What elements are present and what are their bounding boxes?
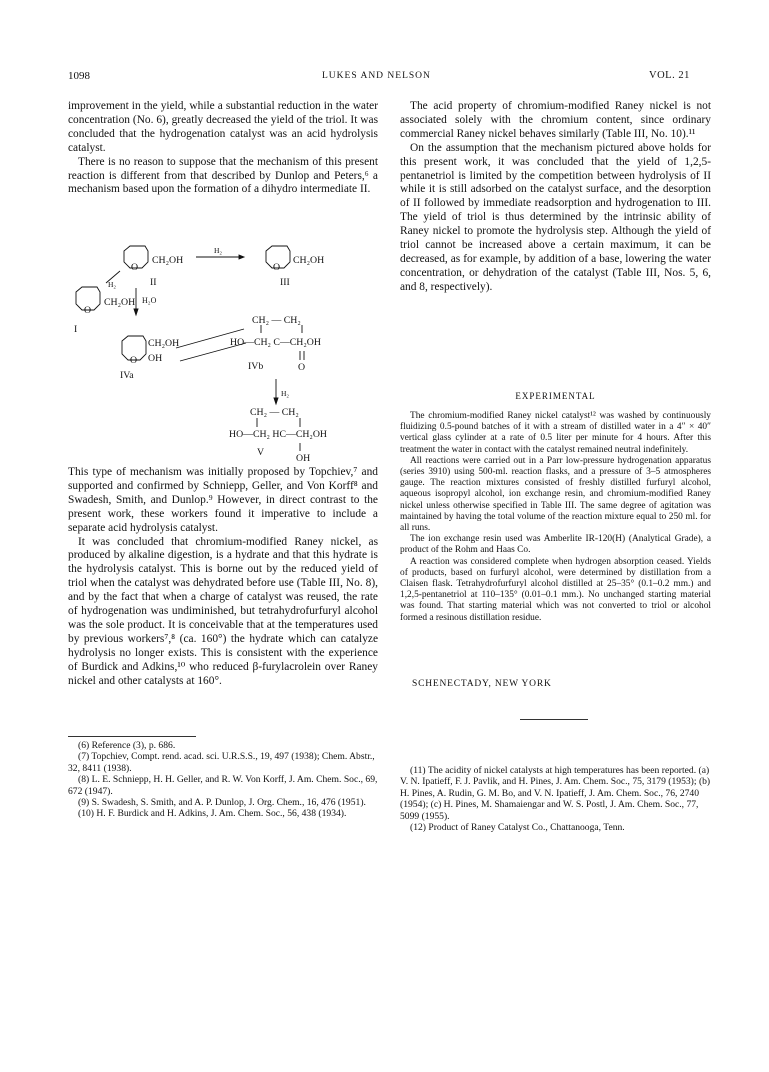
compound-label-I: I: [74, 324, 78, 335]
paragraph: The chromium-modified Raney nickel catalyst¹² was washed by continuously fluidizing 0.5-pound batches of it with a stream of distilled water in a 4″ × 40″ vertical glass cylinder at a rate of 0.5 liter per minute for 4 hours. After this treatment the water in contact with the catalyst remained neutral indefinitely.: [400, 411, 711, 455]
section-heading: EXPERIMENTAL: [515, 391, 596, 401]
footnote: (9) S. Swadesh, S. Smith, and A. P. Dunlop, J. Org. Chem., 16, 476 (1951).: [78, 797, 366, 809]
experimental-section: [400, 411, 711, 624]
ring-oxygen: O: [84, 305, 92, 316]
right-column-top: [400, 100, 711, 295]
substituent-ch2oh: CH₂OH: [104, 297, 136, 308]
compound-label-IVb: IVb: [248, 361, 264, 372]
author-location: SCHENECTADY, NEW YORK: [412, 679, 552, 689]
v-line-2: HO—CH₂ HC—CH₂OH: [229, 429, 328, 440]
reagent-h2o: H₂O: [142, 296, 157, 305]
reagent-h2: H₂: [281, 389, 290, 398]
paragraph: The acid property of chromium-modified Raney nickel is not associated solely with the chromium content, since ordinary commercial Raney nickel behaves similarly (Table III, No. 10).¹¹: [400, 100, 711, 140]
v-line-1: CH₂ — CH₂: [250, 407, 299, 418]
reagent-h2: H₂: [108, 280, 117, 289]
footnote-rule: [68, 736, 196, 737]
ivb-line-2: HO—CH₂ C—CH₂OH: [230, 337, 321, 348]
substituent-ch2oh: CH₂OH: [148, 338, 180, 349]
section-rule: [520, 719, 588, 720]
substituent-ch2oh: CH₂OH: [293, 255, 325, 266]
reagent-h2: H₂: [214, 246, 223, 255]
compound-label-II: II: [150, 277, 157, 288]
v-hydroxyl: OH: [296, 453, 311, 464]
reaction-scheme: [68, 243, 378, 465]
paragraph: This type of mechanism was initially proposed by Topchiev,⁷ and supported and confirmed by Schniepp, Geller, and Von Korff⁸ and Swadesh, Smith, and Dunlop.⁹ However, in direct contrast to the present work, these workers found it imperative to include a separate acid hydrolysis catalyst.: [68, 466, 378, 534]
ivb-line-1: CH₂ — CH₂: [252, 315, 301, 326]
page-header: [0, 70, 769, 84]
right-footnotes: [400, 765, 711, 833]
running-title: LUKES AND NELSON: [322, 71, 431, 81]
ring-oxygen: O: [130, 355, 138, 366]
left-column-bottom: [68, 466, 378, 689]
volume-label: VOL. 21: [649, 70, 690, 81]
footnote: (12) Product of Raney Catalyst Co., Chattanooga, Tenn.: [410, 822, 625, 834]
paragraph: improvement in the yield, while a substantial reduction in the water concentration (No. 6), greatly decreased the yield of the triol. It was concluded that the hydrogenation catalyst was an acid hydrolysis catalyst.: [68, 100, 378, 154]
left-column-top: [68, 100, 378, 197]
paragraph: All reactions were carried out in a Parr low-pressure hydrogenation apparatus (series 3910) using 500-ml. reaction flasks, and a pressure of 3–5 atmospheres gauge. The reaction mixtures consisted of freshly distilled furfuryl alcohol, aqueous isopropyl alcohol, ion exchange resin, and chromium-modified Raney nickel unless otherwise specified in Table III. The same degree of agitation was maintained by having the total volume of the reaction mixture equal to 250 ml. for all runs.: [400, 455, 711, 534]
page-number: 1098: [68, 70, 90, 82]
paragraph: A reaction was considered complete when hydrogen absorption ceased. Yields of products, based on furfuryl alcohol, were determined by distillation from a Claisen flask. Tetrahydrofurfuryl alcohol distilled at 25–35° (0.1–0.2 mm.) and 1,2,5-pentanetriol at 110–135° (0.01–0.1 mm.). No unchanged starting material was found. That starting material which was not converted to triol or alcohol formed a resinous distillation residue.: [400, 556, 711, 623]
paragraph: The ion exchange resin used was Amberlite IR-120(H) (Analytical Grade), a product of the Rohm and Haas Co.: [400, 534, 711, 556]
paragraph: There is no reason to suppose that the mechanism of this present reaction is different from that described by Dunlop and Peters,⁶ a mechanism based upon the formation of a dihydro intermediate II.: [68, 155, 378, 196]
ring-oxygen: O: [131, 262, 139, 273]
paragraph: It was concluded that chromium-modified Raney nickel, as produced by alkaline digestion, is a hydrate and that this hydrate is the hydrolysis catalyst. This is borne out by the reduced yield of triol when the catalyst was dehydrated before use (Table III, No. 8), and by the fact that when a charge of catalyst was reused, the rate of hydrogenation was undiminished, but tetrahydrofurfuryl alcohol was the sole product. It is conceivable that at the temperatures used by previous workers⁷,⁸ (ca. 160°) the hydrate which can catalyze hydrolysis no longer exists. This is consistent with the experience of Burdick and Adkins,¹⁰ who reduced β-furylacrolein over Raney nickel and other catalysts at 160°.: [68, 535, 378, 687]
compound-label-V: V: [257, 447, 265, 458]
footnote: (8) L. E. Schniepp, H. H. Geller, and R. W. Von Korff, J. Am. Chem. Soc., 69, 672 (1947).: [68, 774, 378, 797]
footnote: (11) The acidity of nickel catalysts at high temperatures has been reported. (a) V. N. Ipatieff, F. J. Pavlik, and H. Pines, J. Am. Chem. Soc., 75, 3179 (1953); (b) H. Pines, A. Rudin, G. M. Bo, and V. N. Ipatieff, J. Am. Chem. Soc., 76, 2740 (1954); (c) H. Pines, M. Shamaiengar and W. S. Postl, J. Am. Chem. Soc., 77, 5099 (1955).: [400, 765, 711, 822]
ivb-carbonyl-oxygen: O: [298, 362, 306, 373]
substituent-ch2oh: CH₂OH: [152, 255, 184, 266]
paragraph: On the assumption that the mechanism pictured above holds for this present work, it was concluded that the yield of 1,2,5-pentanetriol is limited by the competition between hydrolysis of II while it is still adsorbed on the catalyst surface, and the desorption of II followed by immediate readsorption and hydrogenation to III. The yield of triol is thus determined by the intrinsic ability of Raney nickel to promote the hydrolysis step. Although the yield of triol cannot be increased above a certain maximum, it can be decreased, as for example, by addition of a base, lowering the water concentration, or dehydration of the catalyst (Table III, Nos. 5, 6, and 8, respectively).: [400, 141, 711, 293]
footnote: (10) H. F. Burdick and H. Adkins, J. Am. Chem. Soc., 56, 438 (1934).: [78, 808, 347, 820]
footnote: (6) Reference (3), p. 686.: [78, 740, 176, 751]
ring-oxygen: O: [273, 262, 281, 273]
compound-label-III: III: [280, 277, 290, 288]
left-footnotes: [68, 740, 378, 820]
compound-label-IVa: IVa: [120, 370, 134, 381]
substituent-oh: OH: [148, 353, 163, 364]
footnote: (7) Topchiev, Compt. rend. acad. sci. U.R.S.S., 19, 497 (1938); Chem. Abstr., 32, 8411 (1938).: [68, 751, 375, 774]
